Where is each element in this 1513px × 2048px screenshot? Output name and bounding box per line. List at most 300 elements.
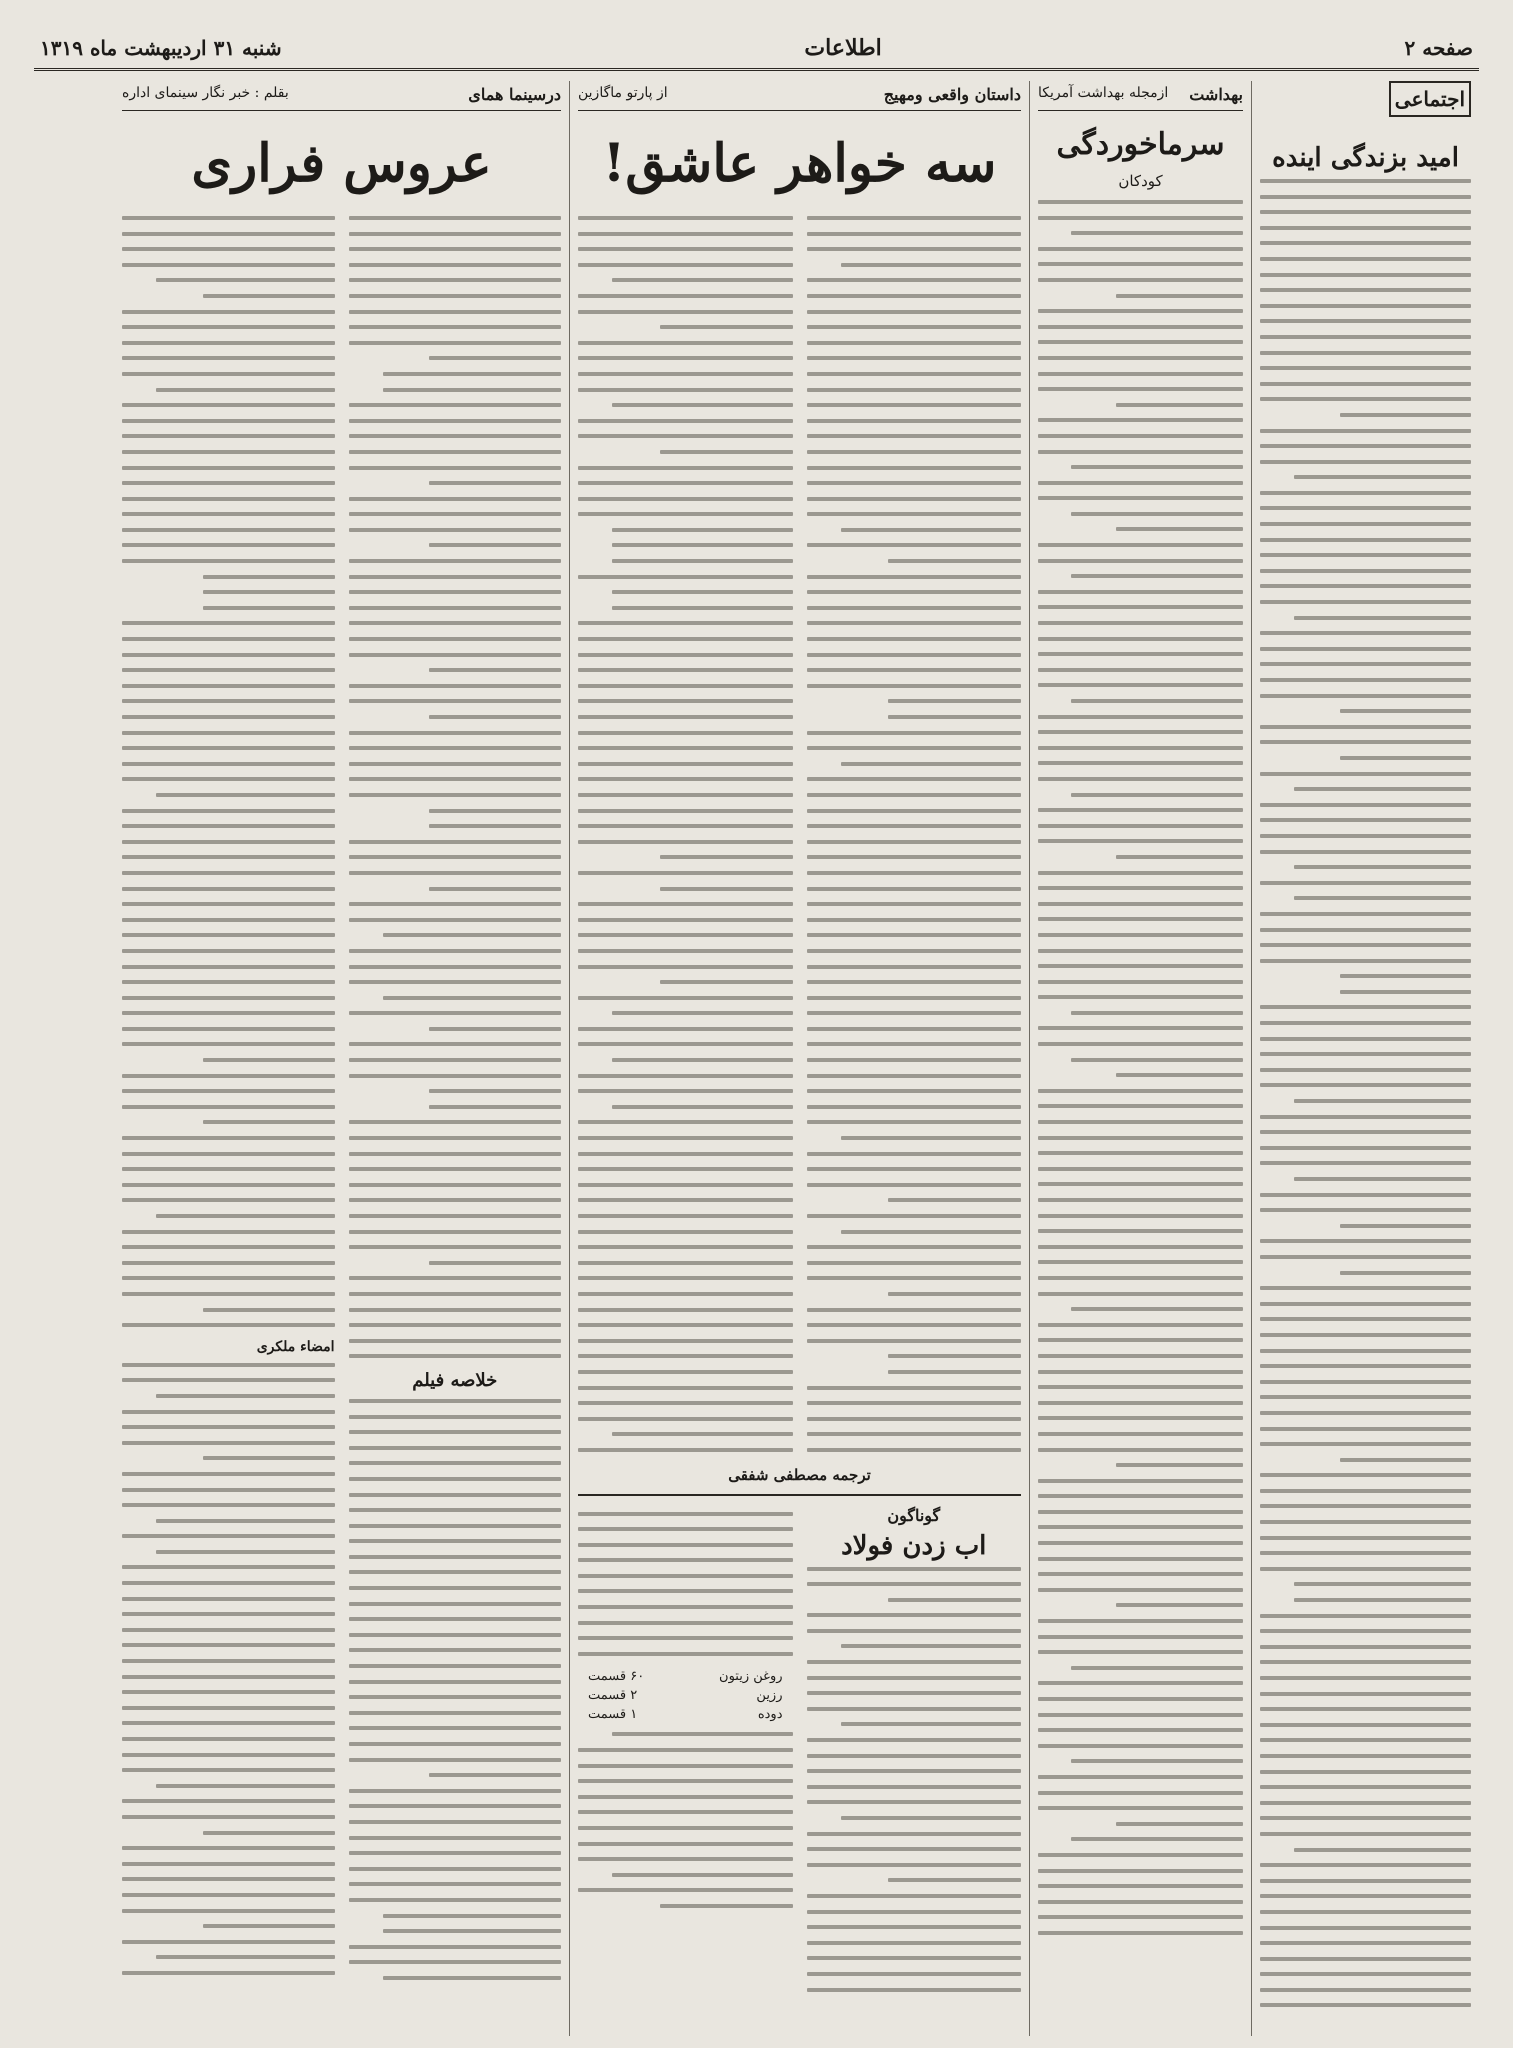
- text-line: [807, 372, 1022, 376]
- text-line: [1260, 241, 1471, 245]
- text-line: [578, 1574, 793, 1578]
- text-line: [122, 512, 335, 516]
- text-line: [578, 1652, 793, 1656]
- text-line: [122, 232, 335, 236]
- text-line: [888, 1878, 1021, 1882]
- text-line: [349, 1945, 562, 1949]
- text-line: [349, 1399, 562, 1403]
- text-line: [841, 762, 1021, 766]
- text-line: [1260, 1738, 1471, 1742]
- text-line: [1260, 1894, 1471, 1898]
- text-line: [841, 1816, 1021, 1820]
- text-line: [1294, 475, 1471, 479]
- text-line: [578, 1198, 793, 1202]
- text-line: [660, 980, 793, 984]
- text-line: [807, 590, 1022, 594]
- text-line: [578, 1636, 793, 1640]
- text-line: [807, 1567, 1022, 1571]
- story-body-left: [578, 216, 793, 1464]
- text-line: [122, 1230, 335, 1234]
- text-line: [1038, 1744, 1243, 1748]
- text-line: [122, 1846, 335, 1850]
- text-line: [578, 1245, 793, 1249]
- misc-table-name: دوده: [757, 1707, 783, 1723]
- text-line: [807, 684, 1022, 688]
- text-line: [429, 668, 561, 672]
- text-line: [1260, 678, 1471, 682]
- text-line: [807, 653, 1022, 657]
- text-line: [807, 1152, 1022, 1156]
- text-line: [1260, 1255, 1471, 1259]
- text-line: [1038, 1869, 1243, 1873]
- text-line: [612, 278, 792, 282]
- text-line: [1294, 1582, 1471, 1586]
- text-line: [888, 1370, 1021, 1374]
- text-line: [349, 1183, 562, 1187]
- text-line: [578, 777, 793, 781]
- text-line: [660, 855, 793, 859]
- misc-table-row: [578, 1686, 793, 1705]
- text-line: [578, 1527, 793, 1531]
- text-line: [1260, 1988, 1471, 1992]
- text-line: [807, 1089, 1022, 1093]
- text-line: [156, 1519, 335, 1523]
- text-line: [349, 1152, 562, 1156]
- text-line: [807, 450, 1022, 454]
- text-line: [349, 497, 562, 501]
- text-line: [578, 232, 793, 236]
- text-line: [841, 1230, 1021, 1234]
- misc-table-name: روغن زیتون: [719, 1669, 783, 1685]
- text-line: [122, 996, 335, 1000]
- paper-name: اطلاعات: [804, 35, 882, 61]
- text-line: [1260, 1239, 1471, 1243]
- text-line: [807, 1691, 1022, 1695]
- text-line: [612, 1011, 792, 1015]
- text-line: [578, 918, 793, 922]
- text-line: [349, 1245, 562, 1249]
- text-line: [349, 1758, 562, 1762]
- text-line: [349, 575, 562, 579]
- text-line: [1340, 1271, 1471, 1275]
- text-line: [807, 310, 1022, 314]
- text-line: [1260, 912, 1471, 916]
- text-line: [349, 902, 562, 906]
- text-line: [122, 1089, 335, 1093]
- text-line: [1038, 1167, 1243, 1171]
- text-line: [203, 294, 335, 298]
- text-line: [578, 996, 793, 1000]
- text-line: [349, 1960, 562, 1964]
- column-health: [1029, 81, 1251, 2036]
- text-line: [1340, 1458, 1471, 1462]
- text-line: [578, 434, 793, 438]
- text-line: [1038, 1182, 1243, 1186]
- text-line: [1260, 273, 1471, 277]
- text-line: [122, 1597, 335, 1601]
- text-line: [349, 1664, 562, 1668]
- text-line: [1038, 980, 1243, 984]
- text-line: [1260, 1380, 1471, 1384]
- text-line: [1038, 730, 1243, 734]
- text-line: [349, 1867, 562, 1871]
- text-line: [122, 1378, 335, 1382]
- text-line: [1260, 740, 1471, 744]
- section-cinema: درسینما همای: [468, 85, 561, 104]
- text-line: [349, 1074, 562, 1078]
- text-line: [349, 653, 562, 657]
- text-line: [1260, 506, 1471, 510]
- text-line: [1038, 1775, 1243, 1779]
- text-line: [578, 965, 793, 969]
- text-line: [841, 1722, 1021, 1726]
- text-line: [1260, 1723, 1471, 1727]
- text-line: [349, 1789, 562, 1793]
- text-line: [1260, 397, 1471, 401]
- text-line: [578, 1323, 793, 1327]
- text-line: [578, 621, 793, 625]
- text-line: [1294, 865, 1471, 869]
- text-line: [1260, 1707, 1471, 1711]
- text-line: [807, 1863, 1022, 1867]
- text-line: [578, 1136, 793, 1140]
- text-line: [1038, 1292, 1243, 1296]
- text-line: [807, 668, 1022, 672]
- text-line: [122, 1198, 335, 1202]
- text-line: [349, 450, 562, 454]
- text-line: [1260, 382, 1471, 386]
- article-health-body: [1038, 200, 1243, 1935]
- text-line: [1260, 1333, 1471, 1337]
- text-line: [122, 1245, 335, 1249]
- text-line: [156, 278, 335, 282]
- text-line: [122, 1136, 335, 1140]
- text-line: [349, 871, 562, 875]
- text-line: [1260, 1193, 1471, 1197]
- text-line: [1038, 824, 1243, 828]
- headline-health: سرماخوردگی: [1056, 127, 1225, 162]
- text-line: [1038, 1448, 1243, 1452]
- text-line: [578, 1230, 793, 1234]
- text-line: [349, 216, 562, 220]
- misc-table-value: ۲ قسمت: [588, 1688, 638, 1704]
- text-line: [807, 1754, 1022, 1758]
- text-line: [349, 559, 562, 563]
- text-line: [578, 824, 793, 828]
- text-line: [1038, 1588, 1243, 1592]
- text-line: [578, 1276, 793, 1280]
- text-line: [1260, 1504, 1471, 1508]
- text-line: [349, 1292, 562, 1296]
- text-line: [122, 1675, 335, 1679]
- text-line: [1260, 772, 1471, 776]
- text-line: [1260, 631, 1471, 635]
- text-line: [122, 559, 335, 563]
- text-line: [1340, 1224, 1471, 1228]
- text-line: [807, 216, 1022, 220]
- text-line: [807, 1613, 1022, 1617]
- text-line: [122, 1862, 335, 1866]
- text-line: [156, 1394, 335, 1398]
- text-line: [122, 356, 335, 360]
- text-line: [1260, 928, 1471, 932]
- text-line: [349, 606, 562, 610]
- text-line: [1038, 1198, 1243, 1202]
- text-line: [807, 1417, 1022, 1421]
- misc-body-right: [807, 1567, 1022, 1992]
- text-line: [1038, 1713, 1243, 1717]
- text-line: [349, 1617, 562, 1621]
- text-line: [349, 1820, 562, 1824]
- text-line: [1116, 1463, 1243, 1467]
- text-line: [1260, 1754, 1471, 1758]
- text-line: [841, 528, 1021, 532]
- text-line: [1038, 1791, 1243, 1795]
- text-line: [122, 528, 335, 532]
- story-subhead: [578, 81, 1021, 111]
- text-line: [1260, 1645, 1471, 1649]
- section-health: بهداشت: [1189, 85, 1243, 104]
- text-line: [349, 1898, 562, 1902]
- text-line: [807, 232, 1022, 236]
- text-line: [1260, 1926, 1471, 1930]
- text-line: [1260, 662, 1471, 666]
- text-line: [578, 294, 793, 298]
- text-line: [349, 793, 562, 797]
- text-line: [807, 1105, 1022, 1109]
- text-line: [429, 887, 561, 891]
- text-line: [807, 824, 1022, 828]
- text-line: [1260, 335, 1471, 339]
- text-line: [349, 1555, 562, 1559]
- text-line: [807, 1972, 1022, 1976]
- text-line: [1260, 1941, 1471, 1945]
- text-line: [1116, 403, 1243, 407]
- text-line: [349, 1477, 562, 1481]
- text-line: [1260, 460, 1471, 464]
- text-line: [1038, 1120, 1243, 1124]
- text-line: [349, 1836, 562, 1840]
- text-line: [807, 512, 1022, 516]
- text-line: [1260, 1520, 1471, 1524]
- text-line: [1038, 496, 1243, 500]
- text-line: [1038, 715, 1243, 719]
- text-line: [807, 1276, 1022, 1280]
- text-line: [349, 699, 562, 703]
- text-line: [1260, 725, 1471, 729]
- text-line: [1038, 886, 1243, 890]
- text-line: [122, 1690, 335, 1694]
- text-line: [612, 1105, 792, 1109]
- text-line: [349, 1042, 562, 1046]
- text-line: [888, 1198, 1021, 1202]
- text-line: [203, 1308, 335, 1312]
- text-line: [349, 1120, 562, 1124]
- text-line: [429, 1105, 561, 1109]
- text-line: [578, 497, 793, 501]
- text-line: [612, 606, 792, 610]
- text-line: [807, 497, 1022, 501]
- text-line: [349, 1570, 562, 1574]
- text-line: [383, 1914, 562, 1918]
- text-line: [1260, 210, 1471, 214]
- text-line: [807, 902, 1022, 906]
- text-line: [578, 1764, 793, 1768]
- text-line: [1260, 319, 1471, 323]
- text-line: [429, 543, 561, 547]
- text-line: [807, 1261, 1022, 1265]
- text-line: [1340, 709, 1471, 713]
- text-line: [578, 653, 793, 657]
- cinema-body-right-tail: [349, 1399, 562, 1980]
- text-line: [841, 1644, 1021, 1648]
- text-line: [203, 1831, 335, 1835]
- text-line: [122, 1534, 335, 1538]
- story-rule: [578, 1494, 1021, 1496]
- text-line: [1260, 1037, 1471, 1041]
- text-line: [1038, 839, 1243, 843]
- text-line: [349, 980, 562, 984]
- text-line: [1071, 1759, 1243, 1763]
- text-line: [1260, 1349, 1471, 1353]
- text-line: [122, 403, 335, 407]
- text-line: [122, 1292, 335, 1296]
- text-line: [349, 1633, 562, 1637]
- text-line: [578, 762, 793, 766]
- text-line: [578, 1089, 793, 1093]
- text-line: [1260, 834, 1471, 838]
- text-line: [807, 980, 1022, 984]
- text-line: [578, 1795, 793, 1799]
- text-line: [1071, 574, 1243, 578]
- text-line: [1294, 1099, 1471, 1103]
- text-line: [122, 1753, 335, 1757]
- text-line: [349, 621, 562, 625]
- text-line: [578, 466, 793, 470]
- text-line: [1038, 761, 1243, 765]
- text-line: [578, 1354, 793, 1358]
- text-line: [349, 1011, 562, 1015]
- text-line: [578, 746, 793, 750]
- text-line: [1260, 366, 1471, 370]
- text-line: [1038, 949, 1243, 953]
- text-line: [349, 1539, 562, 1543]
- text-line: [122, 918, 335, 922]
- text-line: [349, 855, 562, 859]
- text-line: [578, 1543, 793, 1547]
- text-line: [122, 1011, 335, 1015]
- text-line: [349, 777, 562, 781]
- text-line: [203, 590, 335, 594]
- text-line: [349, 247, 562, 251]
- text-line: [1038, 340, 1243, 344]
- text-line: [122, 325, 335, 329]
- misc-table-name: رزین: [756, 1688, 783, 1704]
- text-line: [807, 949, 1022, 953]
- text-line: [349, 512, 562, 516]
- text-line: [122, 731, 335, 735]
- text-line: [349, 1230, 562, 1234]
- text-line: [156, 793, 335, 797]
- text-line: [578, 341, 793, 345]
- text-line: [349, 1680, 562, 1684]
- text-line: [122, 450, 335, 454]
- text-line: [612, 1732, 792, 1736]
- columns: [34, 81, 1479, 2036]
- text-line: [578, 1183, 793, 1187]
- text-line: [349, 232, 562, 236]
- text-line: [156, 1784, 335, 1788]
- text-line: [1116, 1822, 1243, 1826]
- text-line: [1260, 1115, 1471, 1119]
- text-line: [349, 1136, 562, 1140]
- text-line: [578, 575, 793, 579]
- text-line: [1038, 1572, 1243, 1576]
- text-line: [122, 746, 335, 750]
- text-line: [841, 263, 1021, 267]
- text-line: [1038, 543, 1243, 547]
- text-line: [383, 933, 562, 937]
- text-line: [1260, 538, 1471, 542]
- text-line: [122, 653, 335, 657]
- text-line: [349, 1648, 562, 1652]
- text-line: [888, 559, 1021, 563]
- text-line: [1038, 1510, 1243, 1514]
- text-line: [807, 1676, 1022, 1680]
- text-line: [807, 575, 1022, 579]
- health-subhead: [1038, 81, 1243, 111]
- text-line: [1038, 1385, 1243, 1389]
- text-line: [578, 840, 793, 844]
- text-line: [349, 731, 562, 735]
- text-line: [203, 1924, 335, 1928]
- text-line: [429, 824, 561, 828]
- text-line: [1260, 818, 1471, 822]
- date-line: شنبه ۳۱ اردیبهشت ماه ۱۳۱۹: [40, 36, 282, 60]
- text-line: [578, 1308, 793, 1312]
- text-line: [1038, 1619, 1243, 1623]
- text-line: [122, 1893, 335, 1897]
- text-line: [578, 1152, 793, 1156]
- misc-body-left-tail: [578, 1732, 793, 1908]
- text-line: [122, 466, 335, 470]
- text-line: [1071, 1011, 1243, 1015]
- misc-table-value: ۶۰ قسمت: [588, 1669, 645, 1685]
- text-line: [122, 1183, 335, 1187]
- text-line: [578, 263, 793, 267]
- text-line: [807, 621, 1022, 625]
- masthead: [34, 28, 1479, 71]
- cinema-body-columns: [122, 210, 561, 1992]
- text-line: [1260, 694, 1471, 698]
- text-line: [122, 1737, 335, 1741]
- text-line: [1038, 1479, 1243, 1483]
- text-line: [807, 356, 1022, 360]
- text-line: [349, 949, 562, 953]
- text-line: [349, 1167, 562, 1171]
- text-line: [807, 1894, 1022, 1898]
- health-source: ازمجله بهداشت آمریکا: [1038, 85, 1169, 101]
- text-line: [807, 403, 1022, 407]
- text-line: [349, 637, 562, 641]
- text-line: [807, 933, 1022, 937]
- column-cinema: [114, 81, 569, 2036]
- text-line: [1038, 1416, 1243, 1420]
- text-line: [349, 1882, 562, 1886]
- text-line: [578, 684, 793, 688]
- text-line: [1260, 429, 1471, 433]
- text-line: [1038, 216, 1243, 220]
